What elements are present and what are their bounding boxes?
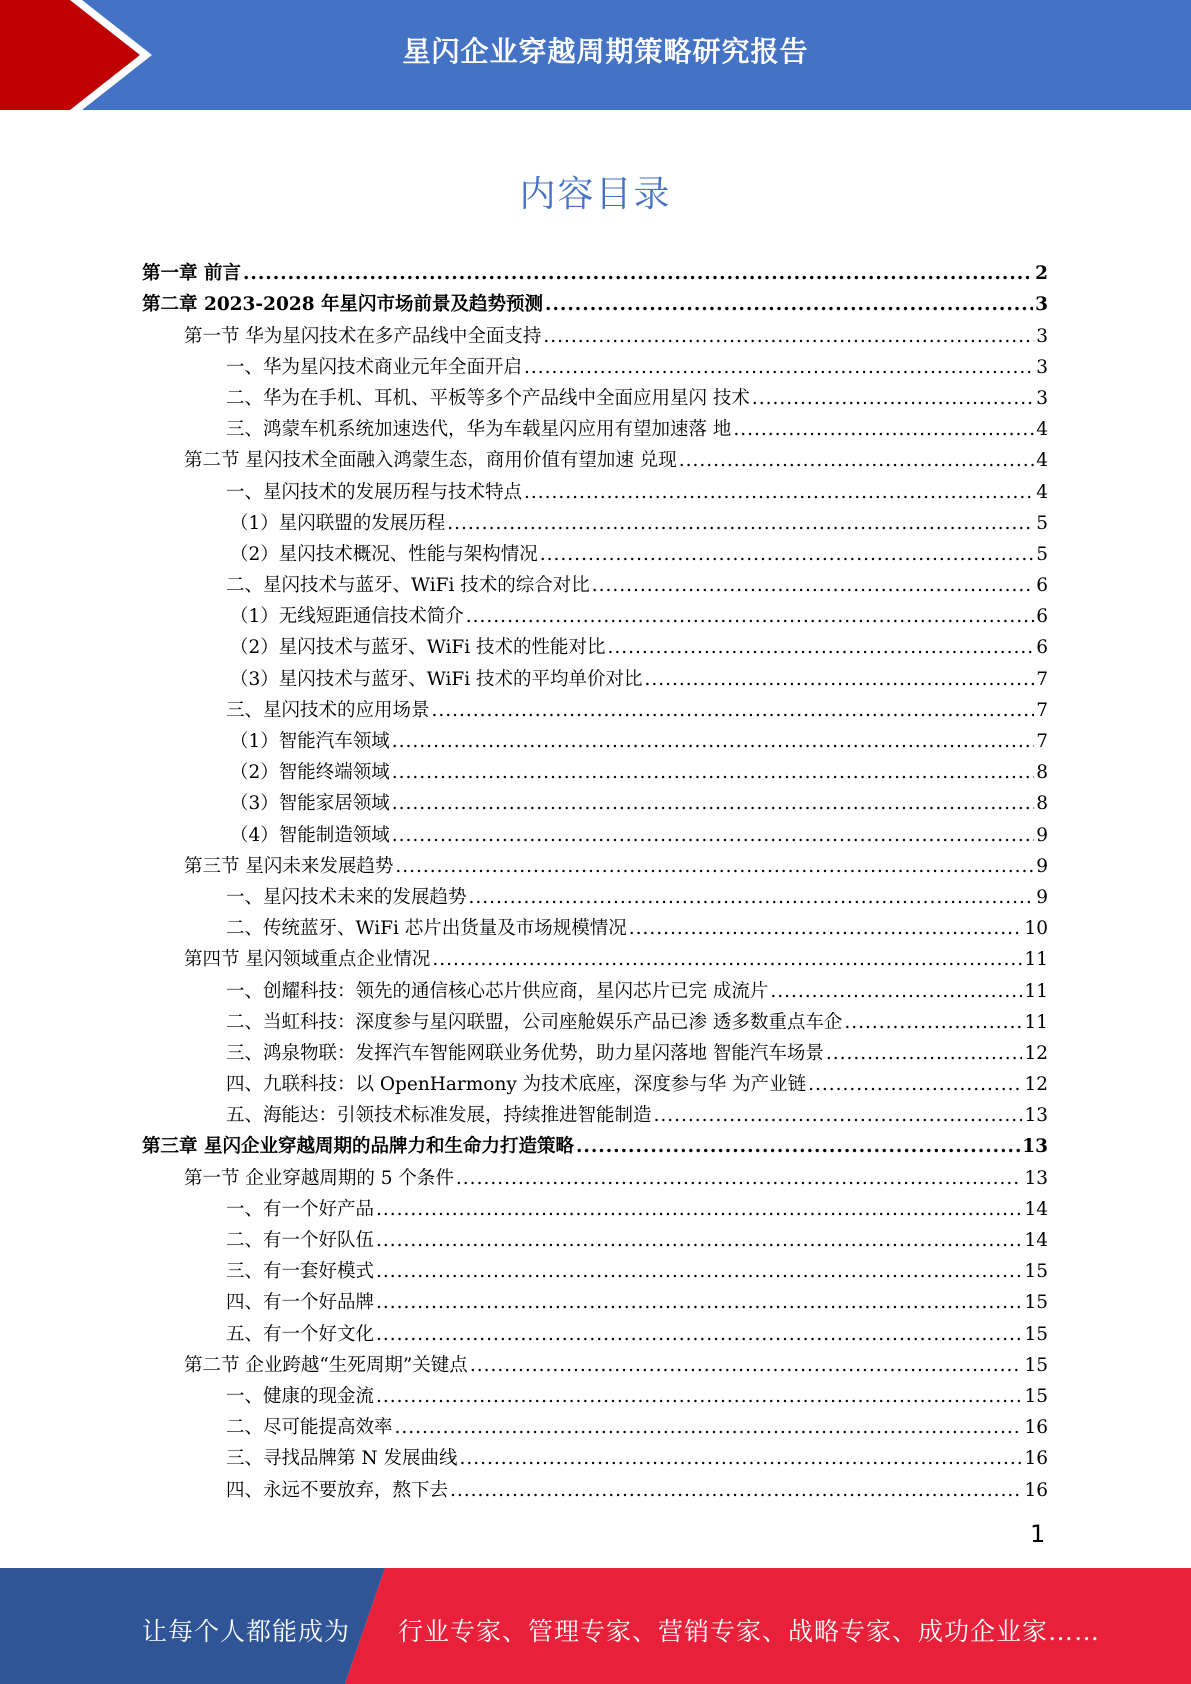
toc-entry-title: 四、有一个好品牌 — [226, 1292, 375, 1314]
toc-leader-dots — [645, 669, 1035, 691]
toc-entry-title: 三、寻找品牌第 N 发展曲线 — [226, 1448, 458, 1470]
toc-leader-dots — [432, 949, 1022, 971]
toc-entry-page: 6 — [1036, 637, 1048, 659]
toc-entry[interactable] — [142, 285, 1048, 316]
toc-entry[interactable] — [142, 1158, 1048, 1189]
toc-entry-page: 13 — [1024, 1105, 1048, 1127]
footer-slogan-right: 行业专家、管理专家、营销专家、战略专家、成功企业家…… — [398, 1617, 1101, 1646]
toc-entry[interactable] — [142, 597, 1048, 628]
toc-entry[interactable] — [142, 1034, 1048, 1065]
report-title: 星闪企业穿越周期策略研究报告 — [402, 35, 809, 68]
toc-leader-dots — [679, 450, 1034, 472]
toc-entry-page: 12 — [1024, 1042, 1048, 1064]
toc-entry[interactable] — [142, 909, 1048, 940]
toc-entry-page: 3 — [1036, 356, 1048, 378]
toc-entry[interactable] — [142, 815, 1048, 846]
toc-entry-title: 第二节 企业跨越“生死周期”关键点 — [184, 1354, 468, 1376]
toc-entry-page: 10 — [1024, 918, 1048, 940]
toc-entry[interactable] — [142, 784, 1048, 815]
toc-entry[interactable] — [142, 1314, 1048, 1345]
toc-entry-page: 15 — [1024, 1292, 1048, 1314]
toc-leader-dots — [376, 1230, 1022, 1252]
toc-entry[interactable] — [142, 659, 1048, 690]
toc-leader-dots — [243, 263, 1033, 285]
toc-entry-title: （2）智能终端领域 — [230, 762, 390, 784]
toc-entry-title: 三、有一套好模式 — [226, 1261, 375, 1283]
toc-leader-dots — [392, 825, 1034, 847]
toc-entry-title: （1）无线短距通信技术简介 — [230, 606, 464, 628]
toc-leader-dots — [376, 1292, 1022, 1314]
toc-entry-title: 一、星闪技术未来的发展趋势 — [226, 886, 467, 908]
toc-entry-page: 9 — [1036, 855, 1048, 877]
toc-entry-page: 9 — [1036, 886, 1048, 908]
toc-entry[interactable] — [142, 316, 1048, 347]
toc-entry-title: 二、华为在手机、耳机、平板等多个产品线中全面应用星闪 技术 — [226, 387, 750, 409]
toc-leader-dots — [456, 1168, 1023, 1190]
toc-entry-title: 第三章 星闪企业穿越周期的品牌力和生命力打造策略 — [142, 1136, 574, 1158]
toc-entry[interactable] — [142, 254, 1048, 285]
toc-entry[interactable] — [142, 847, 1048, 878]
toc-entry-title: 第二节 星闪技术全面融入鸿蒙生态，商用价值有望加速 兑现 — [184, 450, 677, 472]
toc-entry[interactable] — [142, 1127, 1048, 1158]
toc-entry-title: 三、鸿泉物联：发挥汽车智能网联业务优势，助力星闪落地 智能汽车场景 — [226, 1042, 824, 1064]
toc-entry-title: 一、华为星闪技术商业元年全面开启 — [226, 356, 523, 378]
toc-entry-page: 4 — [1036, 419, 1048, 441]
toc-entry-page: 6 — [1036, 575, 1048, 597]
toc-entry[interactable] — [142, 1346, 1048, 1377]
toc-entry-page: 14 — [1024, 1198, 1048, 1220]
toc-entry[interactable] — [142, 1377, 1048, 1408]
toc-entry[interactable] — [142, 878, 1048, 909]
toc-entry-page: 13 — [1024, 1167, 1048, 1189]
toc-entry-title: 二、有一个好队伍 — [226, 1230, 375, 1251]
toc-entry[interactable] — [142, 1096, 1048, 1127]
toc-entry-page: 11 — [1024, 949, 1048, 971]
toc-entry-page: 3 — [1036, 325, 1048, 347]
toc-entry-page: 8 — [1036, 793, 1048, 815]
page-number: 1 — [1030, 1520, 1046, 1548]
toc-entry[interactable] — [142, 1283, 1048, 1314]
toc-entry-page: 16 — [1024, 1448, 1048, 1470]
toc-entry-title: 二、尽可能提高效率 — [226, 1417, 393, 1439]
toc-leader-dots — [447, 513, 1034, 535]
toc-leader-dots — [752, 388, 1034, 410]
toc-leader-dots — [392, 793, 1034, 815]
toc-entry-title: 四、永远不要放弃，熬下去 — [226, 1479, 449, 1501]
toc-entry-title: 二、星闪技术与蓝牙、WiFi 技术的综合对比 — [226, 575, 590, 597]
toc-leader-dots — [376, 1261, 1022, 1283]
toc-entry[interactable] — [142, 535, 1048, 566]
toc-leader-dots — [770, 981, 1022, 1003]
toc-entry[interactable] — [142, 722, 1048, 753]
toc-entry-title: 第二章 2023-2028 年星闪市场前景及趋势预测 — [142, 294, 544, 316]
toc-leader-dots — [576, 1136, 1020, 1158]
toc-entry-title: 二、当虹科技：深度参与星闪联盟，公司座舱娱乐产品已渗 透多数重点车企 — [226, 1011, 843, 1033]
toc-leader-dots — [450, 1480, 1022, 1502]
toc-entry[interactable] — [142, 1252, 1048, 1283]
toc-entry-page: 15 — [1024, 1261, 1048, 1283]
toc-leader-dots — [524, 482, 1034, 504]
toc-entry-page: 3 — [1035, 294, 1048, 316]
toc-leader-dots — [826, 1043, 1023, 1065]
toc-entry[interactable] — [142, 1470, 1048, 1501]
toc-entry-title: 五、有一个好文化 — [226, 1323, 375, 1345]
toc-leader-dots — [524, 357, 1034, 379]
toc-entry-page: 16 — [1024, 1479, 1048, 1501]
toc-entry[interactable] — [142, 691, 1048, 722]
toc-entry[interactable] — [142, 628, 1048, 659]
toc-entry-title: 五、海能达：引领技术标准发展，持续推进智能制造 — [226, 1105, 652, 1127]
toc-entry-title: 一、星闪技术的发展历程与技术特点 — [226, 481, 523, 503]
toc-entry-page: 7 — [1036, 668, 1048, 690]
toc-entry[interactable] — [142, 1408, 1048, 1439]
toc-entry-page: 15 — [1024, 1323, 1048, 1345]
toc-leader-dots — [608, 637, 1035, 659]
toc-entry[interactable] — [142, 1221, 1048, 1252]
toc-entry-title: 一、有一个好产品 — [226, 1198, 375, 1220]
toc-leader-dots — [376, 1386, 1022, 1408]
toc-entry[interactable] — [142, 1065, 1048, 1096]
toc-entry-title: 第四节 星闪领域重点企业情况 — [184, 949, 431, 971]
toc-entry-title: 二、传统蓝牙、WiFi 芯片出货量及市场规模情况 — [226, 918, 627, 940]
toc-entry[interactable] — [142, 410, 1048, 441]
toc-entry[interactable] — [142, 971, 1048, 1002]
toc-leader-dots — [654, 1105, 1023, 1127]
page-header — [0, 0, 1191, 110]
toc-entry-title: 三、星闪技术的应用场景 — [226, 699, 430, 721]
toc-entry-title: （3）智能家居领域 — [230, 793, 390, 815]
toc-entry[interactable] — [142, 753, 1048, 784]
toc-leader-dots — [395, 856, 1034, 878]
toc-entry-title: 四、九联科技：以 OpenHarmony 为技术底座，深度参与华 为产业链 — [226, 1074, 807, 1096]
toc-entry-title: 三、鸿蒙车机系统加速迭代，华为车载星闪应用有望加速落 地 — [226, 419, 732, 441]
toc-leader-dots — [545, 294, 1033, 316]
toc-entry-page: 12 — [1024, 1074, 1048, 1096]
toc-heading: 内容目录 — [519, 174, 672, 215]
toc-entry-page: 4 — [1036, 481, 1048, 503]
toc-entry-page: 7 — [1036, 731, 1048, 752]
toc-entry-page: 9 — [1036, 824, 1048, 846]
toc-leader-dots — [470, 1355, 1023, 1377]
toc-entry[interactable] — [142, 1003, 1048, 1034]
toc-entry-page: 8 — [1036, 762, 1048, 784]
toc-entry-title: （4）智能制造领域 — [230, 824, 390, 846]
toc-leader-dots — [733, 419, 1034, 441]
toc-entry-title: 第三节 星闪未来发展趋势 — [184, 855, 394, 877]
toc-entry-page: 2 — [1035, 263, 1048, 285]
toc-leader-dots — [540, 544, 1034, 566]
toc-entry-page: 14 — [1024, 1230, 1048, 1251]
toc-entry-page: 6 — [1036, 606, 1048, 628]
toc-leader-dots — [543, 326, 1034, 348]
toc-leader-dots — [808, 1074, 1022, 1096]
toc-entry-title: （1）星闪联盟的发展历程 — [230, 512, 446, 534]
toc-entry-page: 5 — [1036, 543, 1048, 565]
toc-entry-page: 16 — [1024, 1417, 1048, 1439]
toc-leader-dots — [376, 1324, 1022, 1346]
toc-leader-dots — [466, 606, 1034, 628]
toc-entry[interactable] — [142, 1190, 1048, 1221]
toc-entry[interactable] — [142, 566, 1048, 597]
toc-leader-dots — [432, 700, 1035, 722]
table-of-contents — [142, 254, 1048, 1502]
toc-entry[interactable] — [142, 504, 1048, 535]
toc-leader-dots — [392, 731, 1034, 753]
toc-leader-dots — [392, 762, 1034, 784]
toc-entry-title: 一、健康的现金流 — [226, 1385, 375, 1407]
toc-entry-page: 11 — [1024, 1011, 1048, 1033]
toc-entry-title: 第一章 前言 — [142, 263, 241, 285]
toc-entry-page: 15 — [1024, 1385, 1048, 1407]
toc-entry-page: 5 — [1036, 512, 1048, 534]
toc-entry[interactable] — [142, 348, 1048, 379]
toc-leader-dots — [376, 1199, 1022, 1221]
toc-entry[interactable] — [142, 472, 1048, 503]
toc-entry-page: 11 — [1024, 980, 1048, 1002]
toc-entry[interactable] — [142, 441, 1048, 472]
toc-entry-title: （3）星闪技术与蓝牙、WiFi 技术的平均单价对比 — [230, 668, 643, 690]
toc-entry-title: （2）星闪技术概况、性能与架构情况 — [230, 543, 538, 565]
toc-entry-page: 3 — [1036, 387, 1048, 409]
toc-entry-page: 15 — [1024, 1354, 1048, 1376]
toc-entry-title: 一、创耀科技：领先的通信核心芯片供应商，星闪芯片已完 成流片 — [226, 980, 769, 1002]
toc-entry[interactable] — [142, 379, 1048, 410]
toc-entry[interactable] — [142, 1439, 1048, 1470]
toc-entry-title: 第一节 华为星闪技术在多产品线中全面支持 — [184, 325, 542, 347]
toc-leader-dots — [592, 575, 1034, 597]
toc-entry[interactable] — [142, 940, 1048, 971]
toc-leader-dots — [469, 887, 1035, 909]
toc-leader-dots — [629, 918, 1023, 940]
toc-entry-title: 第一节 企业穿越周期的 5 个条件 — [184, 1167, 454, 1189]
toc-leader-dots — [395, 1417, 1023, 1439]
toc-entry-page: 7 — [1036, 699, 1048, 721]
page-footer — [0, 1568, 1191, 1684]
toc-entry-title: （1）智能汽车领域 — [230, 731, 390, 752]
toc-leader-dots — [459, 1448, 1022, 1470]
toc-leader-dots — [844, 1012, 1022, 1034]
toc-entry-page: 4 — [1036, 450, 1048, 472]
footer-slogan-left: 让每个人都能成为 — [142, 1617, 351, 1646]
toc-entry-page: 13 — [1022, 1136, 1048, 1158]
toc-entry-title: （2）星闪技术与蓝牙、WiFi 技术的性能对比 — [230, 637, 606, 659]
